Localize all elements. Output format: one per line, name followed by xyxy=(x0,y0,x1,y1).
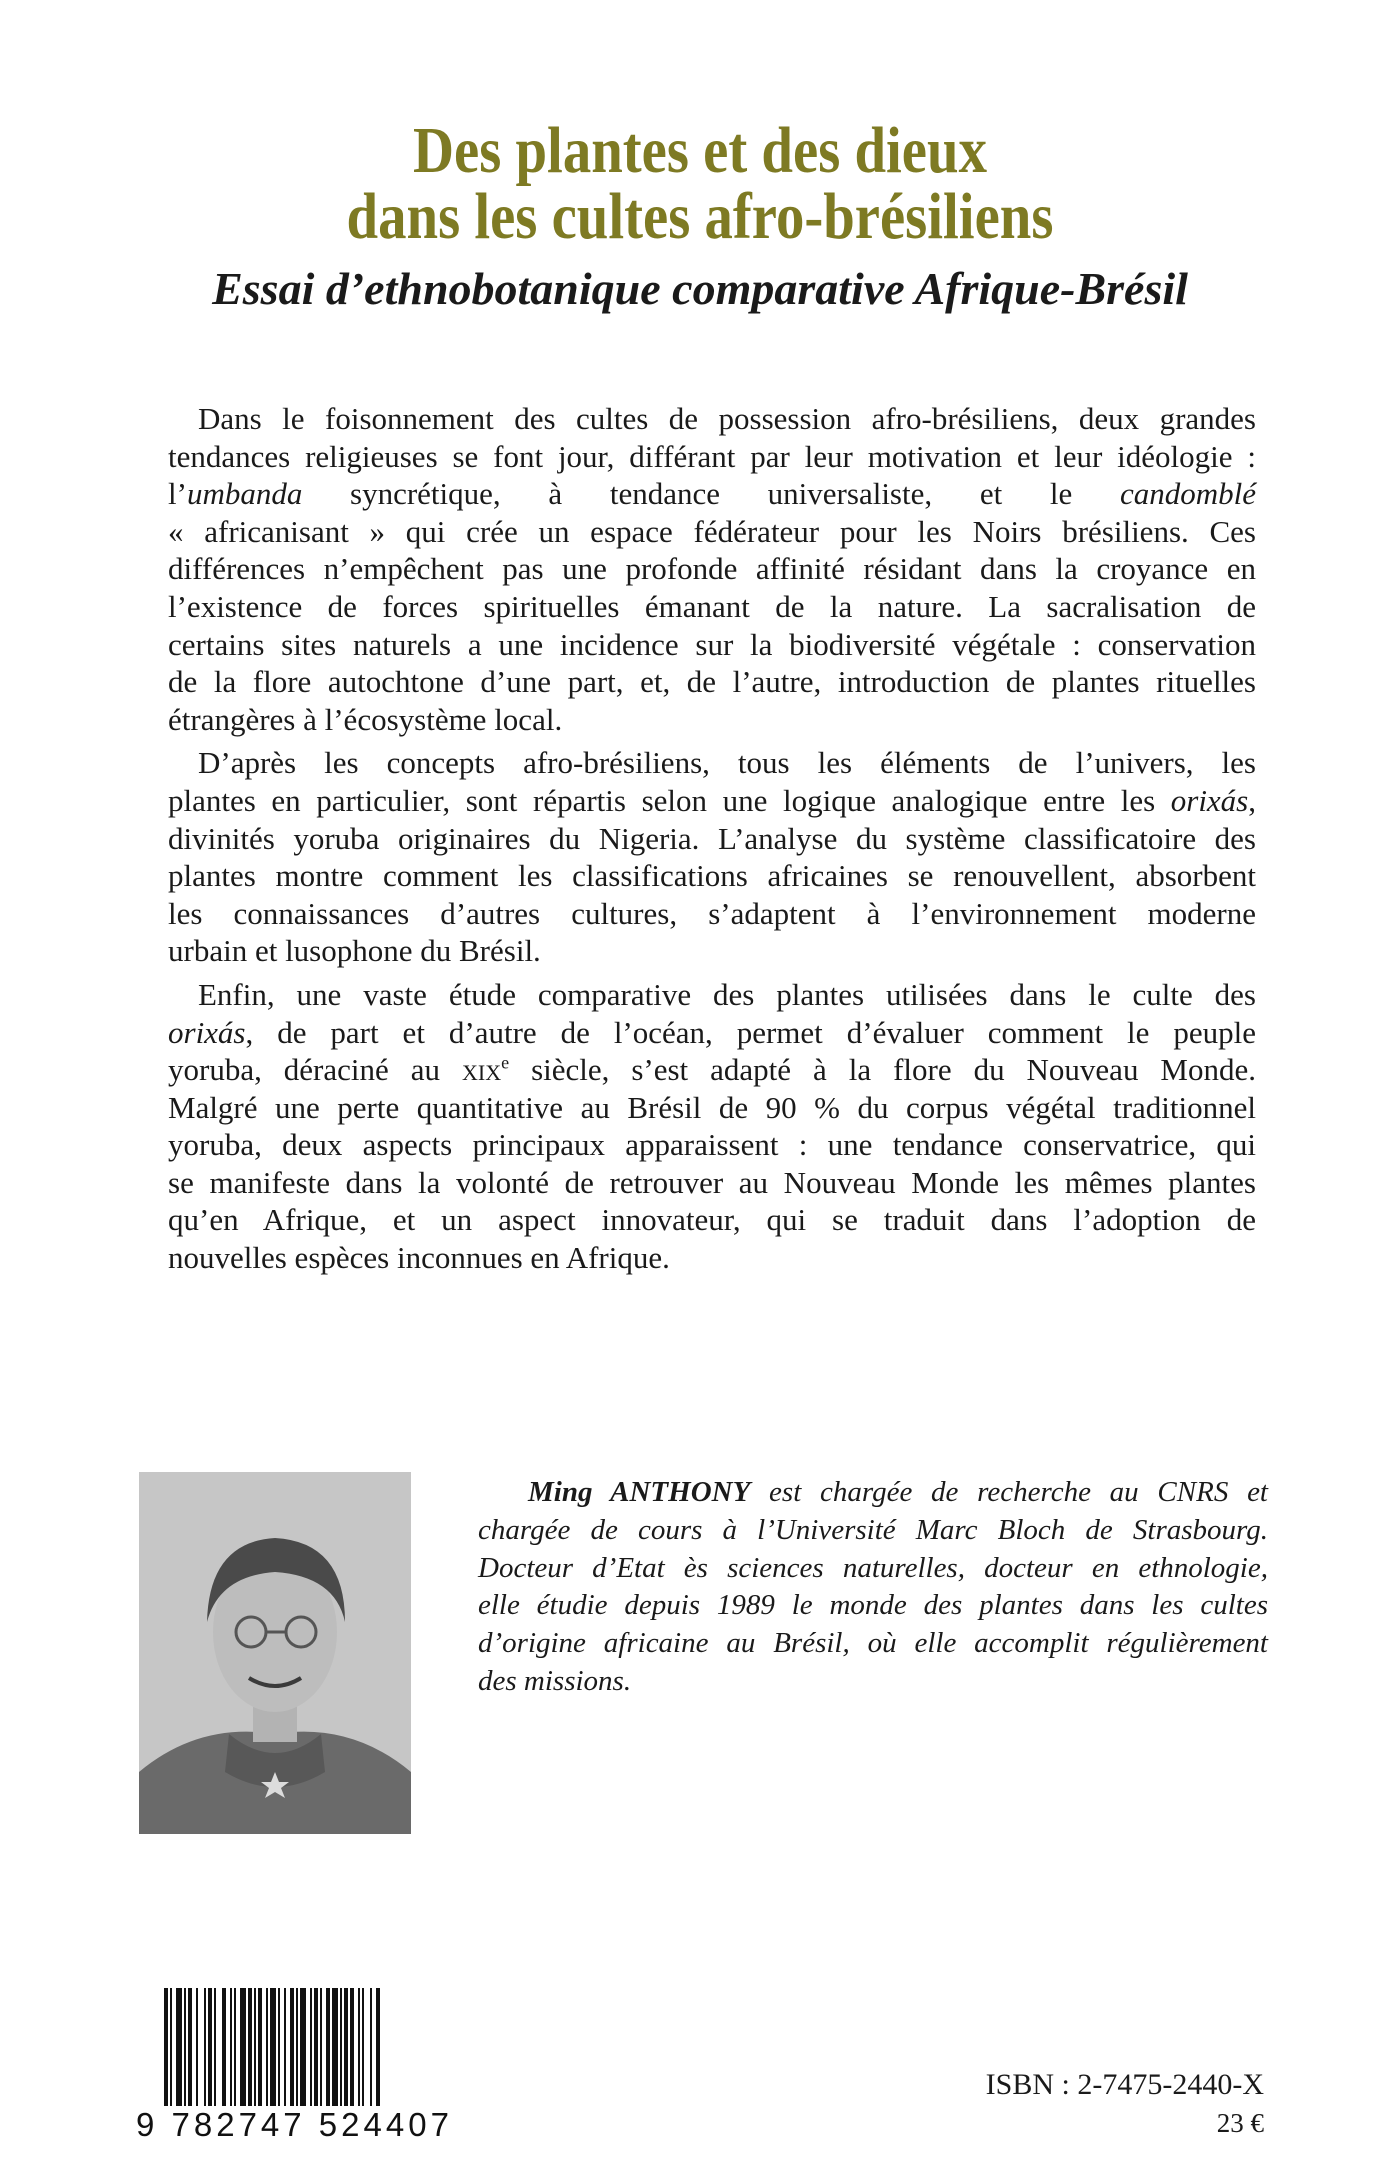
barcode-bar xyxy=(332,1988,338,2108)
text-line: tendances religieuses se font jour, différant par leur motivation et leur idéologie : xyxy=(168,438,1256,474)
book-subtitle: Essai d’ethnobotanique comparative Afrique-Brésil xyxy=(212,263,1188,314)
book-title-line-2: dans les cultes afro-brésiliens xyxy=(346,180,1054,253)
summary-paragraph-3 xyxy=(168,976,1256,1277)
barcode-digits: 9 782747 524407 xyxy=(136,2106,453,2143)
barcode-bar xyxy=(296,1988,298,2108)
text-line: se manifeste dans la volonté de retrouver au Nouveau Monde les mêmes plantes xyxy=(168,1164,1256,1200)
barcode-bar xyxy=(230,1988,232,2108)
text-line: l’existence de forces spirituelles émanant de la nature. La sacralisation de xyxy=(168,588,1256,624)
barcode-bar xyxy=(254,1988,256,2108)
summary-paragraph-2 xyxy=(168,744,1256,970)
barcode-bar xyxy=(344,1988,348,2108)
text-line: les connaissances d’autres cultures, s’adaptent à l’environnement moderne xyxy=(168,895,1256,931)
barcode-bar xyxy=(204,1988,206,2108)
author-photo xyxy=(139,1472,411,1834)
barcode-bar xyxy=(234,1988,236,2108)
text-line: l’umbanda syncrétique, à tendance universaliste, et le candomblé xyxy=(168,476,1256,512)
text-line: Enfin, une vaste étude comparative des plantes utilisées dans le culte des xyxy=(198,976,1256,1012)
barcode-bar xyxy=(248,1988,252,2108)
barcode-bar xyxy=(222,1988,226,2108)
text-line: yoruba, deux aspects principaux apparaissent : une tendance conservatrice, qui xyxy=(168,1127,1256,1163)
back-cover-summary xyxy=(168,400,1256,1283)
author-portrait-illustration xyxy=(139,1472,411,1834)
text-line: de la flore autochtone d’une part, et, de l’autre, introduction de plantes rituelles xyxy=(168,664,1256,700)
text-line: qu’en Afrique, et un aspect innovateur, qui se traduit dans l’adoption de xyxy=(168,1202,1256,1238)
bio-line: chargée de cours à l’Université Marc Bloch de Strasbourg. xyxy=(478,1513,1268,1546)
text-line: plantes en particulier, sont répartis selon une logique analogique entre les orixás, xyxy=(168,782,1256,818)
text-line: Dans le foisonnement des cultes de possession afro-brésiliens, deux grandes xyxy=(198,401,1256,436)
bio-line: Ming ANTHONY est chargée de recherche au CNRS et xyxy=(528,1476,1268,1508)
bio-line: des missions. xyxy=(478,1664,632,1697)
barcode-bar xyxy=(290,1988,294,2108)
author-name: Ming ANTHONY xyxy=(528,1476,751,1508)
author-biography xyxy=(478,1474,1268,1701)
bio-line: elle étudie depuis 1989 le monde des plantes dans les cultes xyxy=(478,1589,1268,1622)
summary-paragraph-1 xyxy=(168,400,1256,738)
text-line: Malgré une perte quantitative au Brésil de 90 % du corpus végétal traditionnel xyxy=(168,1089,1256,1125)
barcode-bar xyxy=(176,1988,182,2108)
text-line: orixás, de part et d’autre de l’océan, permet d’évaluer comment le peuple xyxy=(168,1014,1256,1050)
barcode-bar xyxy=(184,1988,186,2108)
barcode-bar xyxy=(358,1988,360,2108)
text-line: nouvelles espèces inconnues en Afrique. xyxy=(168,1240,670,1276)
text-line: « africanisant » qui crée un espace fédérateur pour les Noirs brésiliens. Ces xyxy=(168,513,1256,549)
barcode-bar xyxy=(370,1988,372,2108)
bio-line: Docteur d’Etat ès sciences naturelles, docteur en ethnologie, xyxy=(478,1551,1268,1584)
price: 23 € xyxy=(1216,2108,1264,2138)
barcode-bar xyxy=(310,1988,312,2108)
barcode-bar xyxy=(326,1988,330,2108)
text-line: différences n’empêchent pas une profonde affinité résidant dans la croyance en xyxy=(168,551,1256,587)
text-line: étrangères à l’écosystème local. xyxy=(168,701,563,737)
text-line: urbain et lusophone du Brésil. xyxy=(168,933,541,969)
barcode-bar xyxy=(300,1988,306,2108)
barcode-bar xyxy=(240,1988,246,2108)
text-line: yoruba, déraciné au xix$^e$ siècle, s’est adapté à la flore du Nouveau Monde. xyxy=(168,1052,1256,1088)
text-line: certains sites naturels a une incidence sur la biodiversité végétale : conservation xyxy=(168,626,1256,662)
barcode-bar xyxy=(320,1988,322,2108)
barcode-bar xyxy=(284,1988,286,2108)
text-line: D’après les concepts afro-brésiliens, tous les éléments de l’univers, les xyxy=(198,745,1256,781)
barcode-bar xyxy=(208,1988,212,2108)
title-block xyxy=(0,114,1400,316)
barcode-bar xyxy=(362,1988,364,2108)
barcode-bar xyxy=(188,1988,192,2108)
barcode-bar xyxy=(340,1988,342,2108)
barcode-bar xyxy=(258,1988,262,2108)
text-line: plantes montre comment les classifications africaines se renouvellent, absorbent xyxy=(168,858,1256,894)
text-line: divinités yoruba originaires du Nigeria. L’analyse du système classificatoire des xyxy=(168,820,1256,856)
barcode-bar xyxy=(196,1988,198,2108)
book-title-line-1: Des plantes et des dieux xyxy=(413,114,987,187)
barcode-bar xyxy=(266,1988,268,2108)
barcode-bar xyxy=(314,1988,318,2108)
isbn-number: ISBN : 2-7475-2440-X xyxy=(985,2068,1264,2101)
bio-line: d’origine africaine au Brésil, où elle accomplit régulièrement xyxy=(478,1627,1268,1660)
barcode-bar xyxy=(350,1988,354,2108)
barcode-bar xyxy=(214,1988,216,2108)
